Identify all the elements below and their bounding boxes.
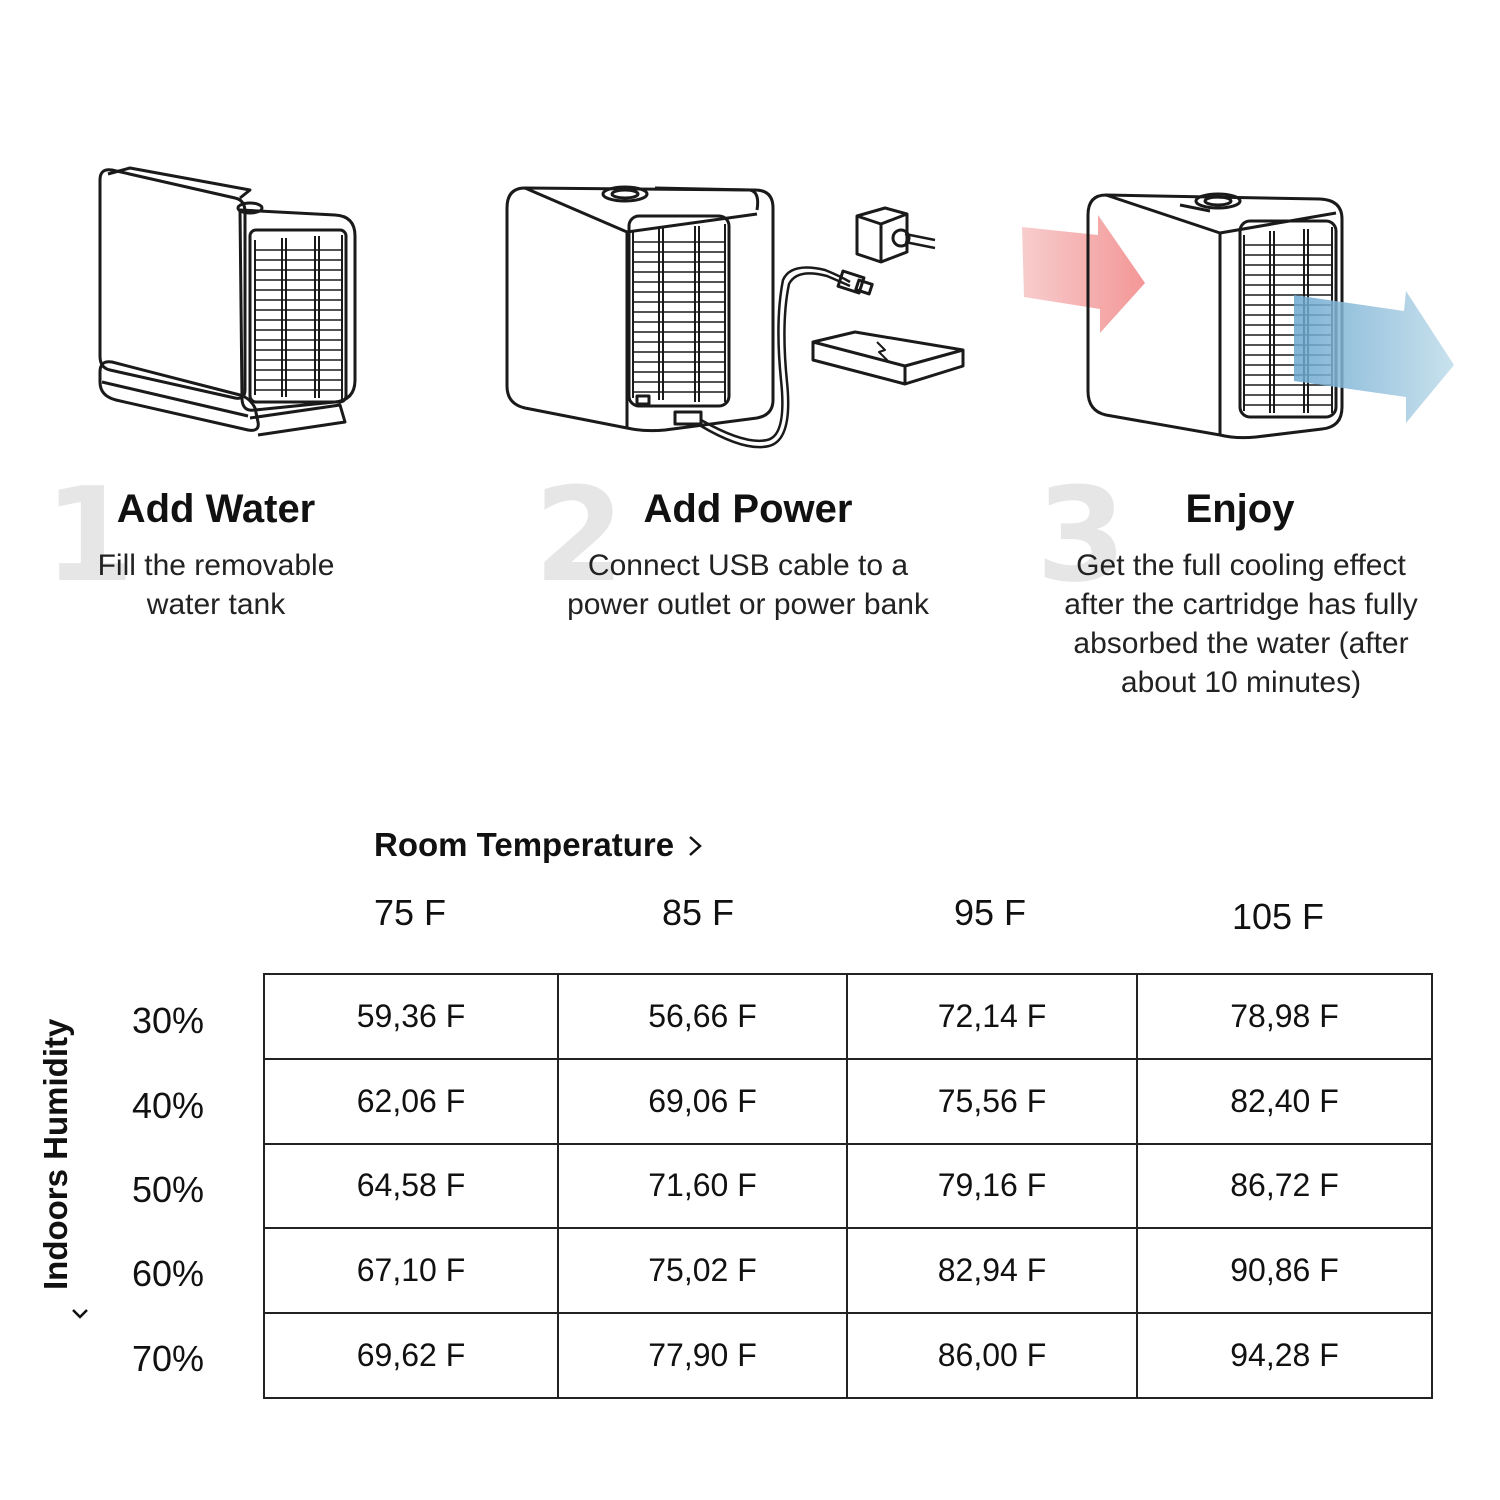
- row-header: 50%: [132, 1169, 205, 1210]
- table-cell: 86,72 F: [1137, 1144, 1432, 1229]
- step-number: 2: [534, 459, 625, 611]
- table-cell: 75,56 F: [847, 1059, 1137, 1144]
- cooling-table: [263, 973, 1433, 1399]
- air-cooler-usb-icon: [505, 170, 975, 460]
- step-number: 3: [1036, 459, 1127, 611]
- column-header: 105 F: [1231, 896, 1325, 937]
- indoors-humidity-text: Indoors Humidity: [37, 1018, 74, 1290]
- table-cell: 72,14 F: [847, 974, 1137, 1059]
- column-header: 95 F: [953, 892, 1027, 933]
- power-adapter-icon: [857, 208, 935, 262]
- table-row: [264, 974, 1432, 1059]
- table-cell: 71,60 F: [558, 1144, 847, 1229]
- row-header: 60%: [132, 1253, 205, 1294]
- indoors-humidity-label: [37, 990, 77, 1290]
- air-cooler-icon: [1020, 185, 1460, 445]
- chevron-down-icon: [68, 1304, 92, 1324]
- table-cell: 77,90 F: [558, 1313, 847, 1398]
- table-cell: 62,06 F: [264, 1059, 558, 1144]
- step-title: Enjoy: [1185, 487, 1295, 531]
- table-cell: 94,28 F: [1137, 1313, 1432, 1398]
- step-description: Get the full cooling effect after the cartridge has fully absorbed the water (after about 10 minutes): [1064, 549, 1418, 699]
- step-title: Add Water: [116, 487, 316, 531]
- table-cell: 82,40 F: [1137, 1059, 1432, 1144]
- table-cell: 59,36 F: [264, 974, 558, 1059]
- table-cell: 64,58 F: [264, 1144, 558, 1229]
- table-cell: 69,62 F: [264, 1313, 558, 1398]
- step-description: Connect USB cable to a power outlet or power bank: [567, 549, 929, 621]
- table-cell: 75,02 F: [558, 1228, 847, 1313]
- warm-air-arrow-icon: [1022, 215, 1145, 333]
- air-cooler-tank-icon: [90, 160, 370, 450]
- table-row: [264, 1313, 1432, 1398]
- table-row: [264, 1228, 1432, 1313]
- table-cell: 82,94 F: [847, 1228, 1137, 1313]
- table-cell: 90,86 F: [1137, 1228, 1432, 1313]
- step-description: Fill the removable water tank: [97, 549, 335, 621]
- column-header: 75 F: [373, 892, 447, 933]
- power-bank-icon: [813, 332, 963, 384]
- step-number: 1: [44, 459, 135, 611]
- table-cell: 69,06 F: [558, 1059, 847, 1144]
- row-header: 40%: [132, 1085, 205, 1126]
- row-header: 30%: [132, 1000, 205, 1041]
- room-temperature-label: Room Temperature: [374, 826, 675, 863]
- table-row: [264, 1144, 1432, 1229]
- row-header: 70%: [132, 1338, 205, 1379]
- table-row: [264, 1059, 1432, 1144]
- chevron-right-icon: [684, 832, 706, 860]
- table-cell: 67,10 F: [264, 1228, 558, 1313]
- table-cell: 79,16 F: [847, 1144, 1137, 1229]
- cool-air-arrow-icon: [1294, 291, 1454, 423]
- table-cell: 86,00 F: [847, 1313, 1137, 1398]
- table-cell: 78,98 F: [1137, 974, 1432, 1059]
- table-cell: 56,66 F: [558, 974, 847, 1059]
- column-header: 85 F: [661, 892, 735, 933]
- step-title: Add Power: [643, 487, 853, 531]
